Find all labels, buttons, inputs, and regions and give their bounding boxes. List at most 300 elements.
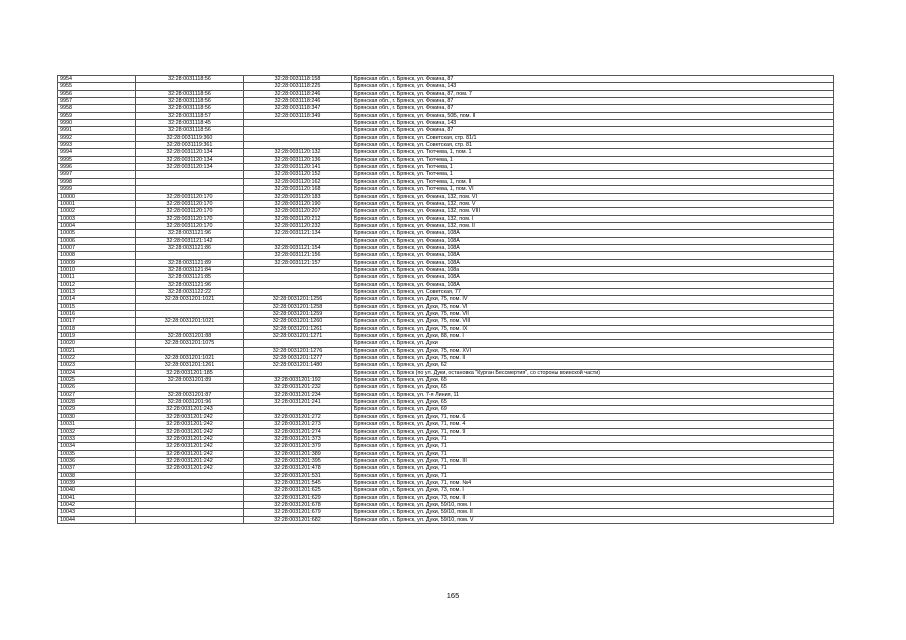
- table-row: [58, 193, 834, 200]
- row-number-cell: 10034: [58, 443, 136, 450]
- row-number-cell: 9955: [58, 83, 136, 90]
- parcel-number-cell: [136, 501, 244, 508]
- address-cell: Брянская обл., г. Брянск, ул. Фокина, 108А: [352, 230, 834, 237]
- parcel-number-cell: [136, 479, 244, 486]
- table-row: [58, 494, 834, 501]
- table-row: [58, 472, 834, 479]
- parcel-number-cell: 32:28:0031201:242: [136, 435, 244, 442]
- table-row: [58, 399, 834, 406]
- row-number-cell: 9995: [58, 156, 136, 163]
- parcel-number-cell: 32:28:0031118:57: [136, 112, 244, 119]
- address-cell: Брянская обл., г. Брянск, ул. Дуки, 69: [352, 406, 834, 413]
- object-number-cell: 32:28:0031201:1260: [244, 318, 352, 325]
- parcel-number-cell: 32:28:0031201:96: [136, 399, 244, 406]
- parcel-number-cell: 32:28:0031122:22: [136, 288, 244, 295]
- row-number-cell: 9996: [58, 164, 136, 171]
- object-number-cell: 32:28:0031120:141: [244, 164, 352, 171]
- parcel-number-cell: 32:28:0031201:1261: [136, 362, 244, 369]
- parcel-number-cell: 32:28:0031201:1021: [136, 318, 244, 325]
- parcel-number-cell: 32:28:0031121:84: [136, 266, 244, 273]
- parcel-number-cell: 32:28:0031120:170: [136, 222, 244, 229]
- row-number-cell: 10037: [58, 465, 136, 472]
- row-number-cell: 10028: [58, 399, 136, 406]
- object-number-cell: 32:28:0031120:207: [244, 208, 352, 215]
- row-number-cell: 10021: [58, 347, 136, 354]
- row-number-cell: 10043: [58, 509, 136, 516]
- row-number-cell: 10008: [58, 252, 136, 259]
- table-row: [58, 465, 834, 472]
- row-number-cell: 10036: [58, 457, 136, 464]
- parcel-number-cell: 32:28:0031120:170: [136, 193, 244, 200]
- address-cell: Брянская обл., г. Брянск, ул. Дуки, 65: [352, 377, 834, 384]
- parcel-number-cell: 32:28:0031118:56: [136, 105, 244, 112]
- address-cell: Брянская обл., г. Брянск, ул. Фокина, 87: [352, 98, 834, 105]
- parcel-number-cell: [136, 325, 244, 332]
- address-cell: Брянская обл., г. Брянск, ул. Дуки, 75, пом. II: [352, 355, 834, 362]
- address-cell: Брянская обл., г. Брянск, ул. Фокина, 132, пом. VI: [352, 193, 834, 200]
- object-number-cell: [244, 274, 352, 281]
- address-cell: Брянская обл., г. Брянск, ул. Тютчева, 1: [352, 164, 834, 171]
- object-number-cell: 32:28:0031118:225: [244, 83, 352, 90]
- table-row: [58, 509, 834, 516]
- table-row: [58, 501, 834, 508]
- parcel-number-cell: 32:28:0031201:242: [136, 421, 244, 428]
- address-cell: Брянская обл., г. Брянск, ул. Дуки, 75, пом. XVI: [352, 347, 834, 354]
- parcel-number-cell: 32:28:0031201:1021: [136, 355, 244, 362]
- row-number-cell: 10040: [58, 487, 136, 494]
- row-number-cell: 9994: [58, 149, 136, 156]
- object-number-cell: 32:28:0031201:625: [244, 487, 352, 494]
- parcel-number-cell: 32:28:0031121:96: [136, 281, 244, 288]
- parcel-number-cell: 32:28:0031201:242: [136, 413, 244, 420]
- object-number-cell: [244, 127, 352, 134]
- row-number-cell: 10015: [58, 303, 136, 310]
- table-row: [58, 127, 834, 134]
- row-number-cell: 9993: [58, 142, 136, 149]
- address-cell: Брянская обл., г. Брянск, ул. Дуки, 75, пом. VIII: [352, 318, 834, 325]
- object-number-cell: 32:28:0031201:1261: [244, 325, 352, 332]
- table-row: [58, 266, 834, 273]
- parcel-number-cell: 32:28:0031201:242: [136, 465, 244, 472]
- object-number-cell: 32:28:0031201:389: [244, 450, 352, 457]
- object-number-cell: [244, 237, 352, 244]
- table-row: [58, 178, 834, 185]
- object-number-cell: 32:28:0031118:347: [244, 105, 352, 112]
- row-number-cell: 10013: [58, 288, 136, 295]
- object-number-cell: 32:28:0031201:1276: [244, 347, 352, 354]
- object-number-cell: 32:28:0031201:1277: [244, 355, 352, 362]
- table-row: [58, 377, 834, 384]
- table-row: [58, 288, 834, 295]
- table-row: [58, 76, 834, 83]
- parcel-number-cell: 32:28:0031120:134: [136, 149, 244, 156]
- parcel-number-cell: [136, 178, 244, 185]
- address-cell: Брянская обл., г. Брянск, ул. Фокина, 108А: [352, 244, 834, 251]
- parcel-number-cell: 32:28:0031120:170: [136, 208, 244, 215]
- object-number-cell: 32:28:0031201:1271: [244, 333, 352, 340]
- address-cell: Брянская обл., г. Брянск, ул. Дуки, 75, пом. IV: [352, 296, 834, 303]
- parcel-number-cell: [136, 171, 244, 178]
- row-number-cell: 10030: [58, 413, 136, 420]
- object-number-cell: 32:28:0031120:136: [244, 156, 352, 163]
- address-cell: Брянская обл., г. Брянск, ул. Фокина, 108А: [352, 237, 834, 244]
- object-number-cell: 32:28:0031120:168: [244, 186, 352, 193]
- row-number-cell: 9999: [58, 186, 136, 193]
- row-number-cell: 10025: [58, 377, 136, 384]
- parcel-number-cell: 32:28:0031120:170: [136, 215, 244, 222]
- object-number-cell: [244, 134, 352, 141]
- address-cell: Брянская обл., г. Брянск, ул. Дуки, 75, пом. VI: [352, 303, 834, 310]
- row-number-cell: 10033: [58, 435, 136, 442]
- address-cell: Брянская обл., г. Брянск, ул. Дуки, 71: [352, 472, 834, 479]
- row-number-cell: 10009: [58, 259, 136, 266]
- address-cell: Брянская обл., г. Брянск, ул. Дуки, 75, пом. IX: [352, 325, 834, 332]
- object-number-cell: 32:28:0031120:183: [244, 193, 352, 200]
- row-number-cell: 10026: [58, 384, 136, 391]
- row-number-cell: 10003: [58, 215, 136, 222]
- table-row: [58, 281, 834, 288]
- object-number-cell: 32:28:0031201:234: [244, 391, 352, 398]
- table-row: [58, 340, 834, 347]
- row-number-cell: 10016: [58, 311, 136, 318]
- object-number-cell: 32:28:0031118:246: [244, 90, 352, 97]
- address-cell: Брянская обл., г. Брянск, ул. Фокина, 87: [352, 105, 834, 112]
- object-number-cell: [244, 142, 352, 149]
- parcel-number-cell: [136, 186, 244, 193]
- row-number-cell: 10010: [58, 266, 136, 273]
- parcel-number-cell: [136, 516, 244, 523]
- object-number-cell: 32:28:0031121:157: [244, 259, 352, 266]
- address-cell: Брянская обл., г. Брянск, ул. Дуки, 71: [352, 465, 834, 472]
- address-cell: Брянская обл., г. Брянск, ул. Дуки, 59/10, пом. I: [352, 501, 834, 508]
- row-number-cell: 9992: [58, 134, 136, 141]
- row-number-cell: 9997: [58, 171, 136, 178]
- row-number-cell: 10019: [58, 333, 136, 340]
- parcel-number-cell: [136, 472, 244, 479]
- parcel-number-cell: [136, 494, 244, 501]
- row-number-cell: 10035: [58, 450, 136, 457]
- table-row: [58, 362, 834, 369]
- parcel-number-cell: 32:28:0031121:86: [136, 244, 244, 251]
- object-number-cell: 32:28:0031120:132: [244, 149, 352, 156]
- row-number-cell: 10027: [58, 391, 136, 398]
- address-cell: Брянская обл., г. Брянск, ул. Фокина, 108А: [352, 259, 834, 266]
- address-cell: Брянская обл., г. Брянск, ул. Тютчева, 1, пом. VI: [352, 186, 834, 193]
- row-number-cell: 9956: [58, 90, 136, 97]
- table-row: [58, 156, 834, 163]
- row-number-cell: 10044: [58, 516, 136, 523]
- parcel-number-cell: 32:28:0031121:85: [136, 274, 244, 281]
- parcel-number-cell: 32:28:0031121:96: [136, 230, 244, 237]
- table-row: [58, 479, 834, 486]
- object-number-cell: 32:28:0031201:395: [244, 457, 352, 464]
- parcel-number-cell: 32:28:0031118:56: [136, 76, 244, 83]
- table-row: [58, 296, 834, 303]
- object-number-cell: 32:28:0031201:241: [244, 399, 352, 406]
- object-number-cell: 32:28:0031201:1480: [244, 362, 352, 369]
- table-row: [58, 171, 834, 178]
- table-row: [58, 244, 834, 251]
- object-number-cell: [244, 406, 352, 413]
- parcel-number-cell: 32:28:0031201:242: [136, 450, 244, 457]
- address-cell: Брянская обл., г. Брянск, ул. Фокина, 50Б, пом. II: [352, 112, 834, 119]
- table-row: [58, 105, 834, 112]
- table-row: [58, 369, 834, 376]
- table-row: [58, 134, 834, 141]
- table-row: [58, 421, 834, 428]
- table-row: [58, 435, 834, 442]
- address-cell: Брянская обл., г. Брянск, ул. Фокина, 108А: [352, 281, 834, 288]
- table-row: [58, 450, 834, 457]
- object-number-cell: 32:28:0031201:1258: [244, 303, 352, 310]
- table-row: [58, 443, 834, 450]
- address-cell: Брянская обл., г. Брянск, ул. Тютчева, 1: [352, 171, 834, 178]
- parcel-number-cell: 32:28:0031120:134: [136, 164, 244, 171]
- table-row: [58, 83, 834, 90]
- address-cell: Брянская обл., г. Брянск, ул. 7-я Линия, 11: [352, 391, 834, 398]
- table-row: [58, 98, 834, 105]
- parcel-number-cell: 32:28:0031121:142: [136, 237, 244, 244]
- row-number-cell: 10017: [58, 318, 136, 325]
- parcel-number-cell: [136, 509, 244, 516]
- object-number-cell: 32:28:0031120:232: [244, 222, 352, 229]
- object-number-cell: 32:28:0031120:190: [244, 200, 352, 207]
- table-row: [58, 142, 834, 149]
- address-cell: Брянская обл., г. Брянск, ул. Тютчева, 1, пом. 1: [352, 149, 834, 156]
- object-number-cell: 32:28:0031201:679: [244, 509, 352, 516]
- table-row: [58, 222, 834, 229]
- row-number-cell: 10031: [58, 421, 136, 428]
- object-number-cell: 32:28:0031201:629: [244, 494, 352, 501]
- parcel-number-cell: [136, 347, 244, 354]
- object-number-cell: [244, 281, 352, 288]
- table-row: [58, 186, 834, 193]
- object-number-cell: [244, 288, 352, 295]
- address-cell: Брянская обл., г. Брянск, ул. Фокина, 108а: [352, 266, 834, 273]
- row-number-cell: 10001: [58, 200, 136, 207]
- object-number-cell: [244, 120, 352, 127]
- object-number-cell: 32:28:0031201:678: [244, 501, 352, 508]
- row-number-cell: 10039: [58, 479, 136, 486]
- address-cell: Брянская обл., г. Брянск, ул. Дуки, 71: [352, 450, 834, 457]
- table-row: [58, 274, 834, 281]
- row-number-cell: 10002: [58, 208, 136, 215]
- address-cell: Брянская обл., г. Брянск, ул. Дуки, 71: [352, 443, 834, 450]
- registry-table-body: [58, 76, 834, 524]
- table-row: [58, 215, 834, 222]
- table-row: [58, 200, 834, 207]
- parcel-number-cell: 32:28:0031201:1075: [136, 340, 244, 347]
- address-cell: Брянская обл., г. Брянск, ул. Дуки, 59/10, пом. II: [352, 509, 834, 516]
- table-row: [58, 384, 834, 391]
- parcel-number-cell: 32:28:0031201:185: [136, 369, 244, 376]
- object-number-cell: 32:28:0031121:156: [244, 252, 352, 259]
- object-number-cell: 32:28:0031201:232: [244, 384, 352, 391]
- table-row: [58, 230, 834, 237]
- object-number-cell: 32:28:0031120:212: [244, 215, 352, 222]
- object-number-cell: 32:28:0031201:192: [244, 377, 352, 384]
- row-number-cell: 10006: [58, 237, 136, 244]
- parcel-number-cell: [136, 252, 244, 259]
- address-cell: Брянская обл., г. Брянск, ул. Дуки, 88, пом. I: [352, 333, 834, 340]
- row-number-cell: 10041: [58, 494, 136, 501]
- parcel-number-cell: [136, 487, 244, 494]
- table-row: [58, 259, 834, 266]
- row-number-cell: 9957: [58, 98, 136, 105]
- address-cell: Брянская обл., г. Брянск, ул. Дуки, 71, пом. 4: [352, 421, 834, 428]
- parcel-number-cell: 32:28:0031201:87: [136, 391, 244, 398]
- address-cell: Брянская обл., г. Брянск, ул. Дуки, 71, пом. III: [352, 457, 834, 464]
- address-cell: Брянская обл., г. Брянск, ул. Советская, 77: [352, 288, 834, 295]
- address-cell: Брянская обл., г. Брянск, ул. Тютчева, 1, пом. II: [352, 178, 834, 185]
- address-cell: Брянская обл., г. Брянск, ул. Дуки, 73, пом. II: [352, 494, 834, 501]
- table-row: [58, 487, 834, 494]
- object-number-cell: 32:28:0031201:682: [244, 516, 352, 523]
- parcel-number-cell: [136, 384, 244, 391]
- table-row: [58, 318, 834, 325]
- address-cell: Брянская обл., г. Брянск, ул. Дуки, 59/10, пом. V: [352, 516, 834, 523]
- table-row: [58, 333, 834, 340]
- row-number-cell: 10022: [58, 355, 136, 362]
- table-row: [58, 149, 834, 156]
- row-number-cell: 10024: [58, 369, 136, 376]
- row-number-cell: 9991: [58, 127, 136, 134]
- parcel-number-cell: 32:28:0031118:56: [136, 127, 244, 134]
- address-cell: Брянская обл., г. Брянск, ул. Дуки, 71, пом. 9: [352, 428, 834, 435]
- row-number-cell: 9954: [58, 76, 136, 83]
- parcel-number-cell: 32:28:0031201:242: [136, 457, 244, 464]
- row-number-cell: 9998: [58, 178, 136, 185]
- parcel-number-cell: 32:28:0031201:243: [136, 406, 244, 413]
- parcel-number-cell: 32:28:0031121:89: [136, 259, 244, 266]
- address-cell: Брянская обл., г. Брянск, ул. Фокина, 132, пом. VIII: [352, 208, 834, 215]
- table-row: [58, 457, 834, 464]
- table-row: [58, 391, 834, 398]
- parcel-number-cell: [136, 311, 244, 318]
- address-cell: Брянская обл., г. Брянск, ул. Фокина, 108А: [352, 252, 834, 259]
- object-number-cell: [244, 369, 352, 376]
- row-number-cell: 10018: [58, 325, 136, 332]
- parcel-number-cell: 32:28:0031118:56: [136, 98, 244, 105]
- table-row: [58, 303, 834, 310]
- row-number-cell: 10011: [58, 274, 136, 281]
- address-cell: Брянская обл., г. Брянск, ул. Дуки, 71: [352, 435, 834, 442]
- parcel-number-cell: 32:28:0031201:242: [136, 428, 244, 435]
- address-cell: Брянская обл., г. Брянск, ул. Дуки, 71, пом. 6: [352, 413, 834, 420]
- parcel-number-cell: [136, 303, 244, 310]
- parcel-number-cell: 32:28:0031120:134: [136, 156, 244, 163]
- parcel-number-cell: 32:28:0031119:361: [136, 142, 244, 149]
- table-row: [58, 516, 834, 523]
- address-cell: Брянская обл., г. Брянск, ул. Тютчева, 1: [352, 156, 834, 163]
- parcel-number-cell: [136, 83, 244, 90]
- row-number-cell: 10014: [58, 296, 136, 303]
- object-number-cell: 32:28:0031201:273: [244, 421, 352, 428]
- parcel-number-cell: 32:28:0031201:1021: [136, 296, 244, 303]
- table-row: [58, 208, 834, 215]
- object-number-cell: 32:28:0031121:134: [244, 230, 352, 237]
- object-number-cell: 32:28:0031120:152: [244, 171, 352, 178]
- address-cell: Брянская обл., г. Брянск, ул. Фокина, 143: [352, 83, 834, 90]
- address-cell: Брянская обл., г. Брянск, ул. Дуки, 73, пом. I: [352, 487, 834, 494]
- row-number-cell: 10042: [58, 501, 136, 508]
- table-row: [58, 325, 834, 332]
- object-number-cell: 32:28:0031201:1259: [244, 311, 352, 318]
- object-number-cell: [244, 266, 352, 273]
- parcel-number-cell: 32:28:0031119:360: [136, 134, 244, 141]
- object-number-cell: 32:28:0031118:349: [244, 112, 352, 119]
- object-number-cell: 32:28:0031118:158: [244, 76, 352, 83]
- object-number-cell: 32:28:0031201:379: [244, 443, 352, 450]
- row-number-cell: 9958: [58, 105, 136, 112]
- address-cell: Брянская обл., г. Брянск, ул. Дуки, 65: [352, 384, 834, 391]
- row-number-cell: 10005: [58, 230, 136, 237]
- object-number-cell: 32:28:0031118:246: [244, 98, 352, 105]
- object-number-cell: [244, 340, 352, 347]
- row-number-cell: 10007: [58, 244, 136, 251]
- table-row: [58, 355, 834, 362]
- row-number-cell: 10029: [58, 406, 136, 413]
- parcel-number-cell: 32:28:0031118:45: [136, 120, 244, 127]
- parcel-number-cell: 32:28:0031201:89: [136, 377, 244, 384]
- parcel-number-cell: 32:28:0031201:88: [136, 333, 244, 340]
- address-cell: Брянская обл., г. Брянск (по ул. Дуки, остановка "Курган Бессмертия", со стороны воинской части): [352, 369, 834, 376]
- registry-table: [57, 75, 834, 524]
- row-number-cell: 9990: [58, 120, 136, 127]
- table-row: [58, 406, 834, 413]
- table-row: [58, 347, 834, 354]
- table-row: [58, 90, 834, 97]
- row-number-cell: 10004: [58, 222, 136, 229]
- table-row: [58, 311, 834, 318]
- parcel-number-cell: 32:28:0031201:242: [136, 443, 244, 450]
- address-cell: Брянская обл., г. Брянск, ул. Фокина, 132, пом. I: [352, 215, 834, 222]
- object-number-cell: 32:28:0031201:545: [244, 479, 352, 486]
- row-number-cell: 10038: [58, 472, 136, 479]
- address-cell: Брянская обл., г. Брянск, ул. Фокина, 143: [352, 120, 834, 127]
- row-number-cell: 10012: [58, 281, 136, 288]
- address-cell: Брянская обл., г. Брянск, ул. Дуки, 62: [352, 362, 834, 369]
- address-cell: Брянская обл., г. Брянск, ул. Фокина, 87: [352, 127, 834, 134]
- object-number-cell: 32:28:0031201:478: [244, 465, 352, 472]
- address-cell: Брянская обл., г. Брянск, ул. Фокина, 132, пом. V: [352, 200, 834, 207]
- address-cell: Брянская обл., г. Брянск, ул. Дуки, 65: [352, 399, 834, 406]
- page-number: 165: [446, 591, 460, 600]
- object-number-cell: 32:28:0031121:154: [244, 244, 352, 251]
- table-row: [58, 237, 834, 244]
- table-row: [58, 252, 834, 259]
- table-row: [58, 413, 834, 420]
- object-number-cell: 32:28:0031201:373: [244, 435, 352, 442]
- parcel-number-cell: 32:28:0031118:56: [136, 90, 244, 97]
- row-number-cell: 10000: [58, 193, 136, 200]
- table-row: [58, 428, 834, 435]
- address-cell: Брянская обл., г. Брянск, ул. Советская, стр. 81/1: [352, 134, 834, 141]
- object-number-cell: 32:28:0031201:272: [244, 413, 352, 420]
- object-number-cell: 32:28:0031201:274: [244, 428, 352, 435]
- address-cell: Брянская обл., г. Брянск, ул. Фокина, 87: [352, 76, 834, 83]
- row-number-cell: 10032: [58, 428, 136, 435]
- row-number-cell: 10023: [58, 362, 136, 369]
- row-number-cell: 9959: [58, 112, 136, 119]
- parcel-number-cell: 32:28:0031120:170: [136, 200, 244, 207]
- table-row: [58, 112, 834, 119]
- address-cell: Брянская обл., г. Брянск, ул. Дуки, 75, пом. VII: [352, 311, 834, 318]
- object-number-cell: 32:28:0031201:1256: [244, 296, 352, 303]
- address-cell: Брянская обл., г. Брянск, ул. Фокина, 132, пом. II: [352, 222, 834, 229]
- object-number-cell: 32:28:0031120:162: [244, 178, 352, 185]
- address-cell: Брянская обл., г. Брянск, ул. Фокина, 87, пом. 7: [352, 90, 834, 97]
